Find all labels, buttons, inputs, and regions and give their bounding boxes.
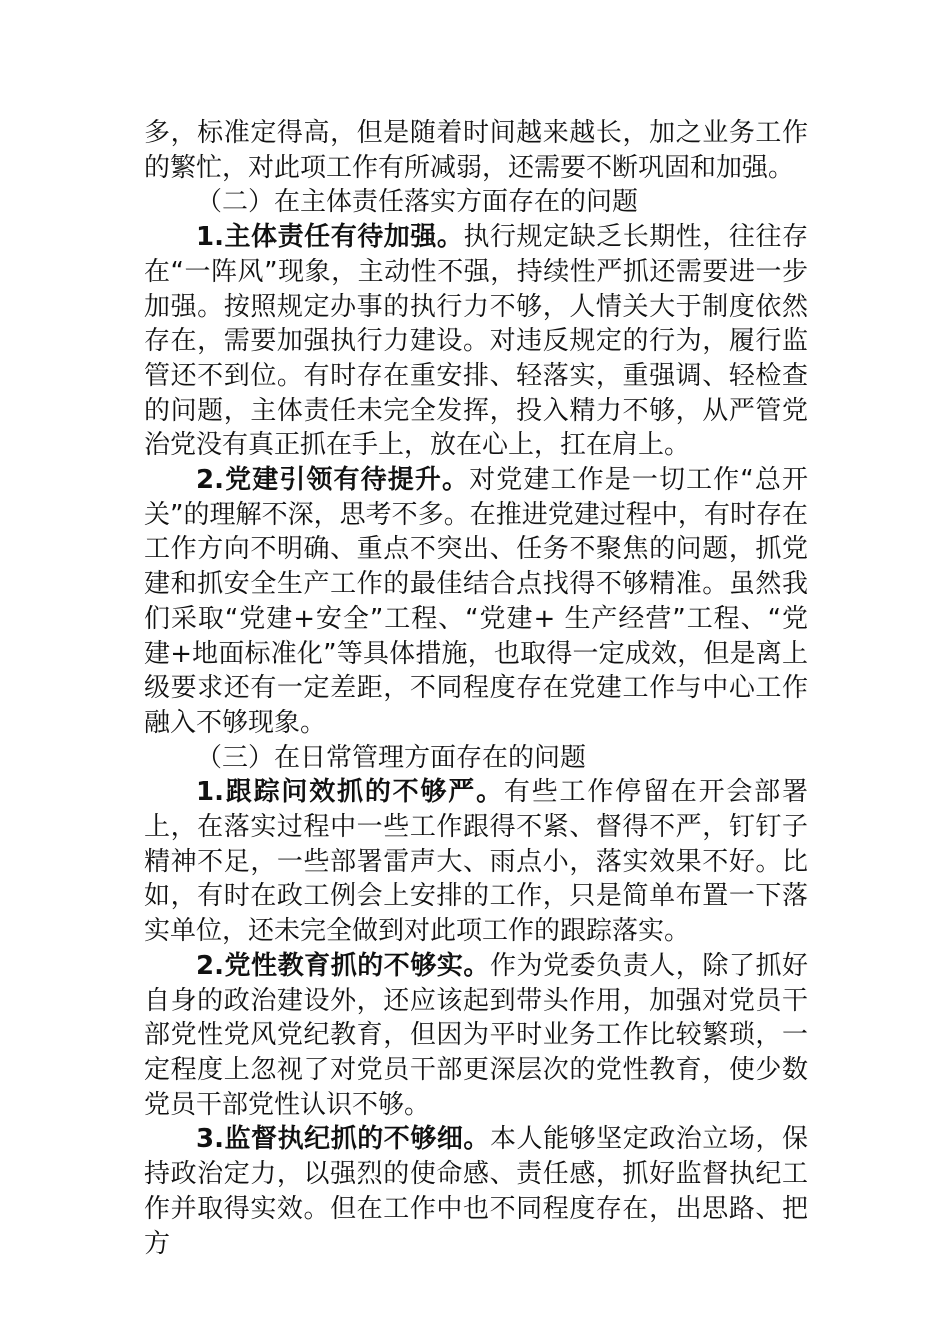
item-text: 作为党委负责人，除了抓好自身的政治建设外，还应该起到带头作用，加强对党员干部党性党风党纪教育，但因为平时业务工作比较繁琐，一定程度上忽视了对党员干部更深层次的党性教育，使少数党员干部党性认识不够。 — [144, 950, 808, 1120]
paragraph-continuation — [144, 116, 808, 185]
document-body — [144, 116, 808, 1261]
item-lead: 3.监督执纪抓的不够细。 — [196, 1124, 490, 1155]
heading-text: （二）在主体责任落实方面存在的问题 — [196, 187, 639, 218]
list-item-2-2 — [144, 463, 808, 741]
item-lead: 1.跟踪问效抓的不够严。 — [196, 777, 504, 808]
item-text: 执行规定缺乏长期性，往往存在“一阵风”现象，主动性不强，持续性严抓还需要进一步加强。按照规定办事的执行力不够，人情关大于制度依然存在，需要加强执行力建设。对违反规定的行为，履行监管还不到位。有时存在重安排、轻落实，重强调、轻检查的问题，主体责任未完全发挥，投入精力不够，从严管党治党没有真正抓在手上，放在心上，扛在肩上。 — [144, 222, 808, 461]
list-item-3-3 — [144, 1122, 808, 1261]
list-item-3-2 — [144, 949, 808, 1123]
heading-text: （三）在日常管理方面存在的问题 — [196, 742, 587, 773]
item-lead: 1.主体责任有待加强。 — [196, 222, 464, 253]
item-text: 有些工作停留在开会部署上，在落实过程中一些工作跟得不紧、督得不严，钉钉子精神不足，一些部署雷声大、雨点小，落实效果不好。比如，有时在政工例会上安排的工作，只是简单布置一下落实单位，还未完全做到对此项工作的跟踪落实。 — [144, 777, 808, 947]
section-heading-2 — [144, 185, 808, 220]
list-item-2-1 — [144, 220, 808, 463]
item-lead: 2.党建引领有待提升。 — [196, 465, 470, 496]
item-text: 对党建工作是一切工作“总开关”的理解不深，思考不多。在推进党建过程中，有时存在工作方向不明确、重点不突出、任务不聚焦的问题，抓党建和抓安全生产工作的最佳结合点找得不够精准。虽然我们采取“党建+安全”工程、“党建+ 生产经营”工程、“党建+地面标准化”等具体措施，也取得一定成效，但是离上级要求还有一定差距，不同程度存在党建工作与中心工作融入不够现象。 — [144, 465, 809, 738]
paragraph-text: 多，标准定得高，但是随着时间越来越长，加之业务工作的繁忙，对此项工作有所减弱，还需要不断巩固和加强。 — [144, 118, 808, 183]
list-item-3-1 — [144, 775, 808, 949]
item-lead: 2.党性教育抓的不够实。 — [196, 950, 490, 981]
section-heading-3 — [144, 741, 808, 776]
item-text: 本人能够坚定政治立场，保持政治定力，以强烈的使命感、责任感，抓好监督执纪工作并取得实效。但在工作中也不同程度存在，出思路、把方 — [144, 1124, 808, 1259]
